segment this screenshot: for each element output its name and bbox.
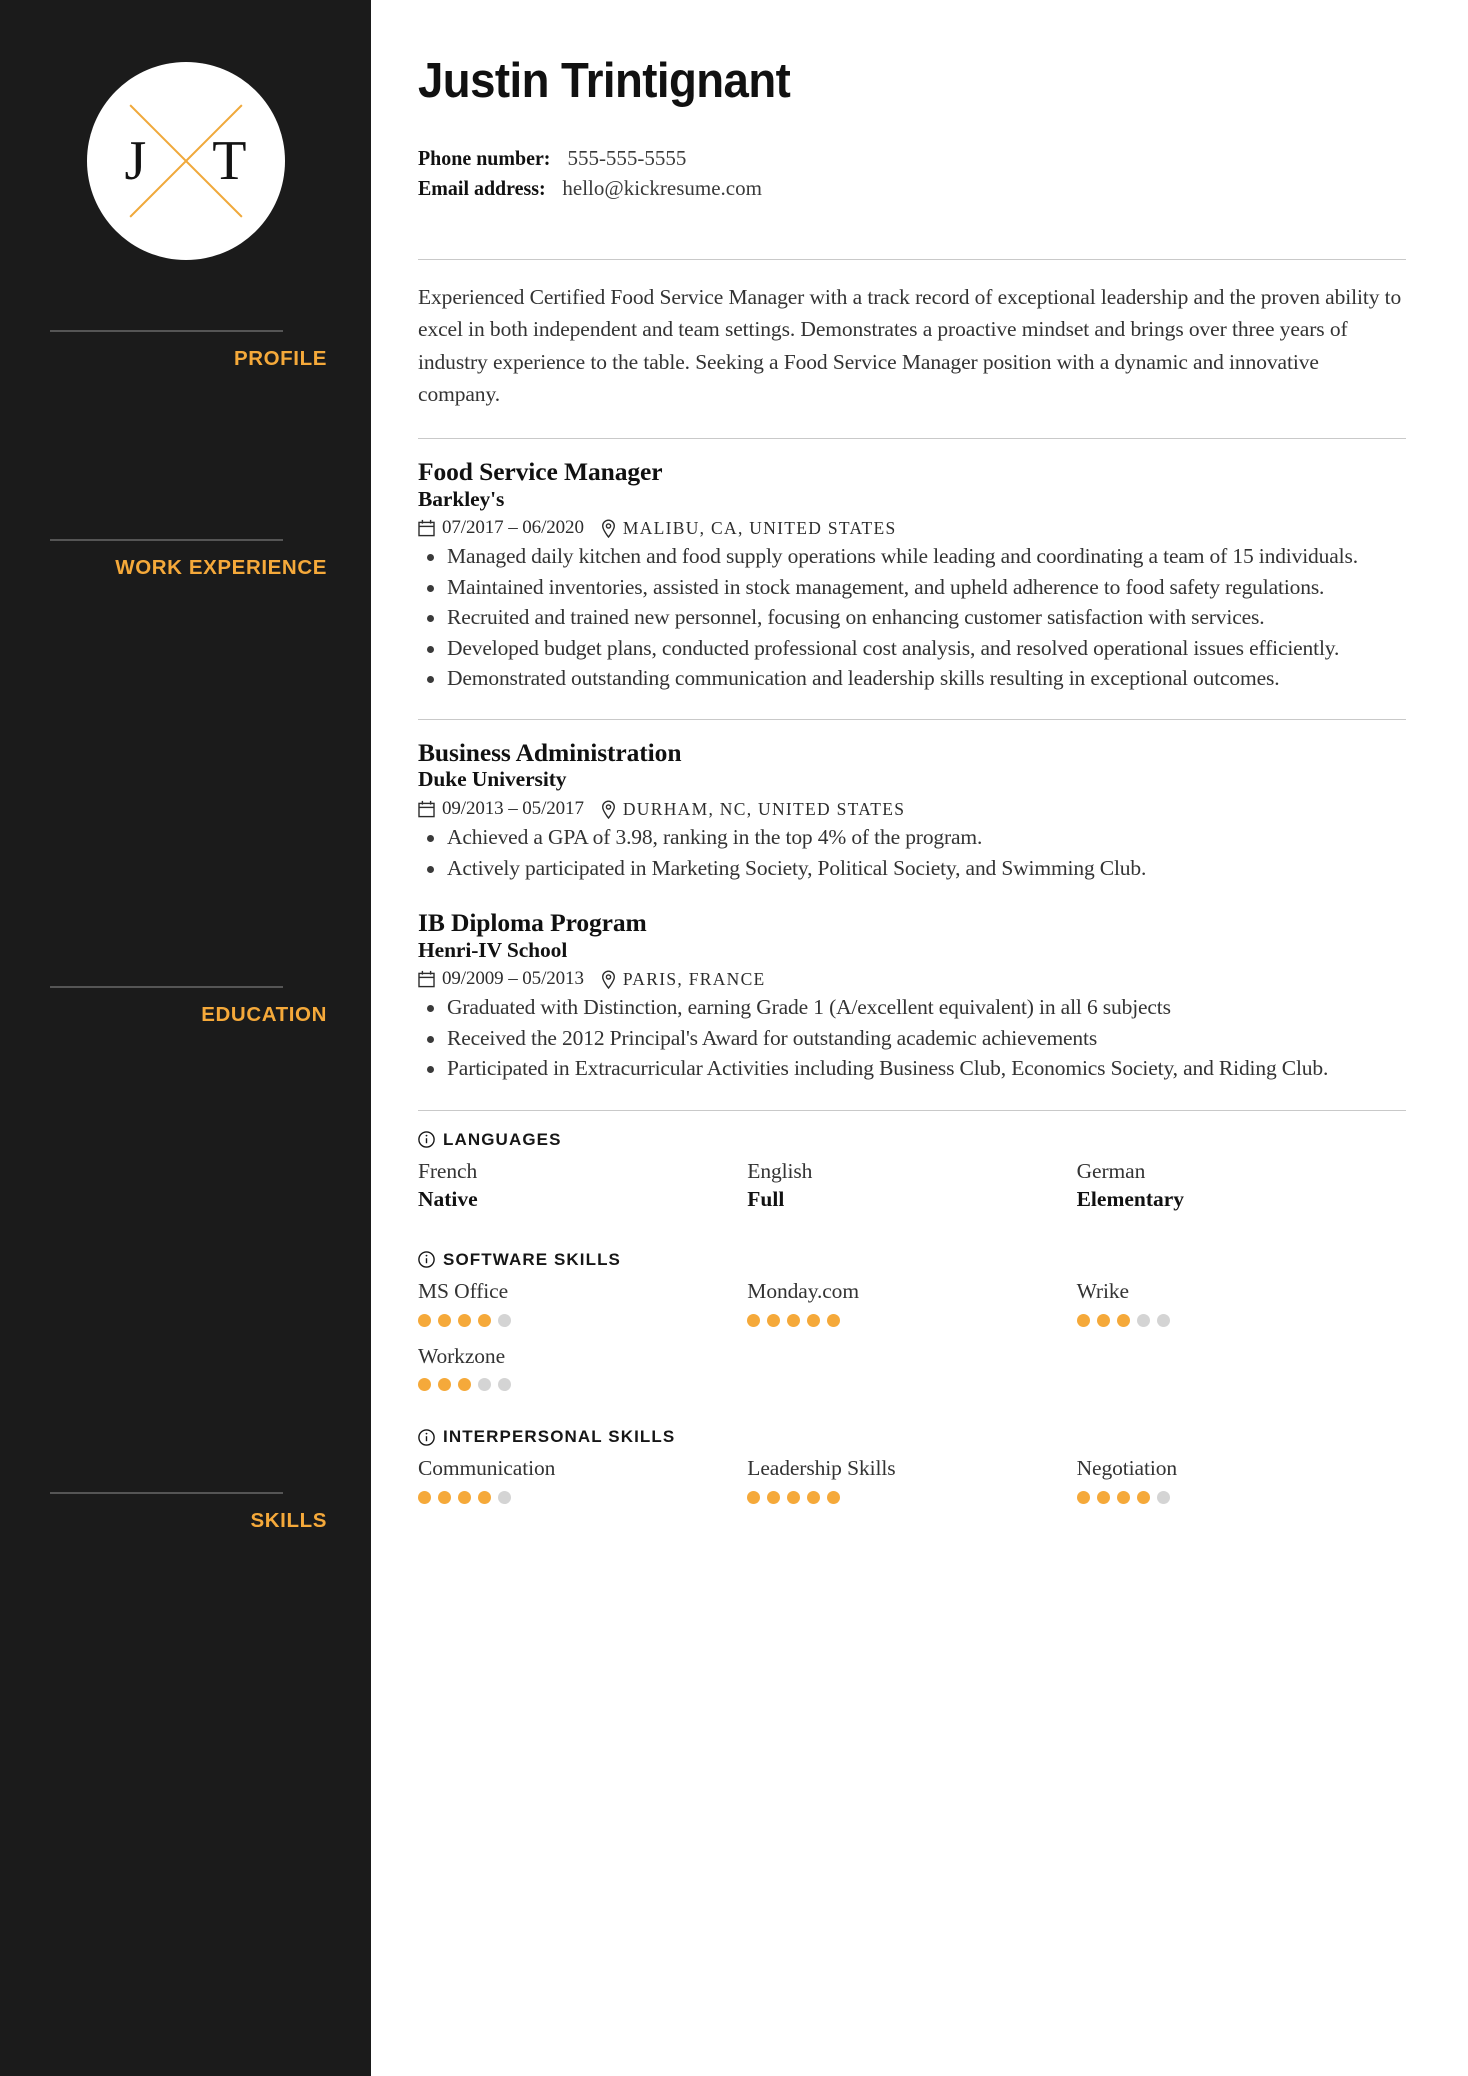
rating-dot-filled	[418, 1491, 431, 1504]
list-item	[1077, 1455, 1406, 1504]
skill-name: Monday.com	[747, 1278, 859, 1303]
education-entry	[418, 738, 1406, 883]
list-item	[418, 1278, 747, 1327]
subsection-header	[418, 1427, 1406, 1447]
subsection-header	[418, 1250, 1406, 1270]
location-text: DURHAM, NC, UNITED STATES	[622, 798, 906, 819]
school-name: Henri-IV School	[418, 937, 568, 962]
rating-dot-empty	[498, 1378, 511, 1391]
language-level: Full	[747, 1186, 785, 1211]
email-label: Email address:	[418, 176, 546, 201]
achievement-list	[418, 993, 1406, 1083]
work-entry	[418, 457, 1406, 694]
date-range	[418, 517, 584, 539]
rating-dots	[1077, 1314, 1406, 1327]
skill-name: Wrike	[1076, 1278, 1129, 1303]
sidebar-divider	[50, 539, 283, 541]
skill-name: Leadership Skills	[747, 1456, 896, 1481]
rating-dots	[1077, 1491, 1406, 1504]
email-value: hello@kickresume.com	[562, 176, 762, 201]
list-item	[747, 1455, 1076, 1504]
achievement-list	[418, 823, 1406, 883]
list-item: Managed daily kitchen and food supply operations while leading and coordinating a team of 15 individuals.	[418, 542, 1406, 571]
location-text: MALIBU, CA, UNITED STATES	[622, 517, 897, 538]
location-pin-icon	[601, 800, 616, 819]
section-work-experience	[418, 439, 1406, 694]
rating-dot-filled	[747, 1491, 760, 1504]
entry-meta	[418, 517, 1406, 539]
phone-label: Phone number:	[418, 146, 551, 171]
entry-meta	[418, 968, 1406, 990]
rating-dot-filled	[1097, 1314, 1110, 1327]
rating-dot-empty	[498, 1314, 511, 1327]
list-item: Achieved a GPA of 3.98, ranking in the top 4% of the program.	[418, 823, 1406, 852]
sidebar-item-work-experience	[0, 539, 371, 579]
sidebar-label-skills: SKILLS	[250, 1509, 327, 1532]
page-title: Justin Trintignant	[418, 54, 791, 108]
rating-dots	[747, 1314, 1076, 1327]
subsection-header	[418, 1130, 1406, 1150]
info-icon[interactable]	[418, 1429, 435, 1446]
rating-dot-filled	[458, 1491, 471, 1504]
location-pin-icon	[601, 519, 616, 538]
contact-block	[418, 144, 1406, 204]
resume-content	[371, 0, 1468, 2076]
skills-subsection-interpersonal	[418, 1427, 1406, 1520]
rating-dot-empty	[1157, 1491, 1170, 1504]
rating-dot-filled	[747, 1314, 760, 1327]
languages-grid	[418, 1158, 1406, 1230]
calendar-icon	[418, 800, 435, 818]
skills-subsection-software	[418, 1250, 1406, 1408]
degree-title: IB Diploma Program	[418, 907, 647, 937]
language-level: Elementary	[1076, 1186, 1185, 1211]
info-icon[interactable]	[418, 1251, 435, 1268]
rating-dots	[418, 1378, 747, 1391]
list-item	[1077, 1278, 1406, 1327]
rating-dot-filled	[478, 1314, 491, 1327]
entry-meta	[418, 798, 1406, 820]
rating-dot-empty	[478, 1378, 491, 1391]
education-entry	[418, 908, 1406, 1084]
rating-dot-filled	[1097, 1491, 1110, 1504]
monogram-initial-left: J	[124, 130, 147, 192]
location	[601, 969, 766, 990]
list-item	[418, 1343, 747, 1392]
location-pin-icon	[601, 970, 616, 989]
monogram-initial-right: T	[212, 130, 247, 192]
rating-dot-filled	[787, 1314, 800, 1327]
job-title: Food Service Manager	[418, 457, 663, 487]
sidebar-divider	[50, 330, 283, 332]
responsibility-list	[418, 542, 1406, 693]
list-item: Actively participated in Marketing Society, Political Society, and Swimming Club.	[418, 854, 1406, 883]
list-item	[747, 1278, 1076, 1327]
rating-dot-filled	[418, 1314, 431, 1327]
school-name: Duke University	[418, 767, 567, 792]
rating-dot-filled	[807, 1491, 820, 1504]
list-item: Participated in Extracurricular Activities including Business Club, Economics Society, and Riding Club.	[418, 1054, 1406, 1083]
rating-dot-empty	[498, 1491, 511, 1504]
list-item: Developed budget plans, conducted professional cost analysis, and resolved operational issues efficiently.	[418, 634, 1406, 663]
rating-dot-filled	[418, 1378, 431, 1391]
calendar-icon	[418, 519, 435, 537]
rating-dot-filled	[827, 1491, 840, 1504]
skill-name: Communication	[418, 1456, 556, 1481]
logo-monogram	[0, 62, 371, 260]
interpersonal-grid	[418, 1455, 1406, 1520]
skills-subsection-languages	[418, 1130, 1406, 1230]
list-item	[1077, 1158, 1406, 1214]
rating-dot-filled	[478, 1491, 491, 1504]
rating-dot-filled	[1077, 1491, 1090, 1504]
rating-dots	[418, 1314, 747, 1327]
sidebar-divider	[50, 1492, 283, 1494]
date-range	[418, 798, 584, 820]
location-text: PARIS, FRANCE	[622, 968, 766, 989]
list-item: Received the 2012 Principal's Award for outstanding academic achievements	[418, 1024, 1406, 1053]
skill-name: Negotiation	[1076, 1456, 1177, 1481]
skill-name: MS Office	[418, 1278, 509, 1303]
language-name: French	[418, 1158, 478, 1183]
rating-dot-empty	[1137, 1314, 1150, 1327]
language-level: Native	[418, 1186, 478, 1211]
language-name: English	[747, 1158, 813, 1183]
rating-dots	[418, 1491, 747, 1504]
rating-dots	[747, 1491, 1076, 1504]
rating-dot-filled	[438, 1491, 451, 1504]
languages-heading: LANGUAGES	[443, 1129, 562, 1149]
list-item	[747, 1158, 1076, 1214]
interpersonal-heading: INTERPERSONAL SKILLS	[443, 1427, 676, 1447]
list-item: Recruited and trained new personnel, focusing on enhancing customer satisfaction with services.	[418, 603, 1406, 632]
info-icon[interactable]	[418, 1131, 435, 1148]
rating-dot-filled	[767, 1491, 780, 1504]
date-range-text: 07/2017 – 06/2020	[442, 517, 584, 539]
rating-dot-filled	[827, 1314, 840, 1327]
contact-row-phone	[418, 144, 1406, 174]
date-range-text: 09/2009 – 05/2013	[442, 968, 584, 990]
sidebar-item-education	[0, 986, 371, 1026]
software-grid	[418, 1278, 1406, 1408]
date-range-text: 09/2013 – 05/2017	[442, 798, 584, 820]
rating-dot-filled	[787, 1491, 800, 1504]
rating-dot-filled	[458, 1314, 471, 1327]
sidebar-item-skills	[0, 1492, 371, 1532]
sidebar-label-education: EDUCATION	[201, 1003, 327, 1026]
rating-dot-empty	[1157, 1314, 1170, 1327]
section-education	[418, 720, 1406, 1084]
date-range	[418, 968, 584, 990]
skill-name: Workzone	[418, 1343, 506, 1368]
list-item	[418, 1455, 747, 1504]
list-item	[418, 1158, 747, 1214]
sidebar-item-profile	[0, 330, 371, 370]
sidebar	[0, 0, 371, 2076]
sidebar-label-profile: PROFILE	[233, 347, 327, 370]
location	[601, 799, 905, 820]
rating-dot-filled	[458, 1378, 471, 1391]
sidebar-divider	[50, 986, 283, 988]
list-item: Demonstrated outstanding communication and leadership skills resulting in exceptional outcomes.	[418, 664, 1406, 693]
contact-row-email	[418, 174, 1406, 204]
rating-dot-filled	[1137, 1491, 1150, 1504]
rating-dot-filled	[807, 1314, 820, 1327]
list-item: Graduated with Distinction, earning Grade 1 (A/excellent equivalent) in all 6 subjects	[418, 993, 1406, 1022]
rating-dot-filled	[438, 1378, 451, 1391]
location	[601, 518, 897, 539]
language-name: German	[1076, 1158, 1146, 1183]
list-item: Maintained inventories, assisted in stock management, and upheld adherence to food safety regulations.	[418, 573, 1406, 602]
phone-value: 555-555-5555	[567, 146, 687, 171]
sidebar-label-work-experience: WORK EXPERIENCE	[115, 556, 327, 579]
rating-dot-filled	[1077, 1314, 1090, 1327]
section-profile	[418, 260, 1406, 410]
rating-dot-filled	[438, 1314, 451, 1327]
rating-dot-filled	[767, 1314, 780, 1327]
calendar-icon	[418, 970, 435, 988]
section-skills	[418, 1111, 1406, 1521]
software-heading: SOFTWARE SKILLS	[443, 1249, 621, 1269]
rating-dot-filled	[1117, 1491, 1130, 1504]
profile-summary-text: Experienced Certified Food Service Manager with a track record of exceptional leadership and the proven ability to excel in both independent and team settings. Demonstrates a proactive mindset and brings over three years of industry experience to the table. Seeking a Food Service Manager position with a dynamic and innovative company.	[418, 285, 1402, 406]
degree-title: Business Administration	[418, 737, 682, 767]
rating-dot-filled	[1117, 1314, 1130, 1327]
employer-name: Barkley's	[418, 486, 505, 511]
